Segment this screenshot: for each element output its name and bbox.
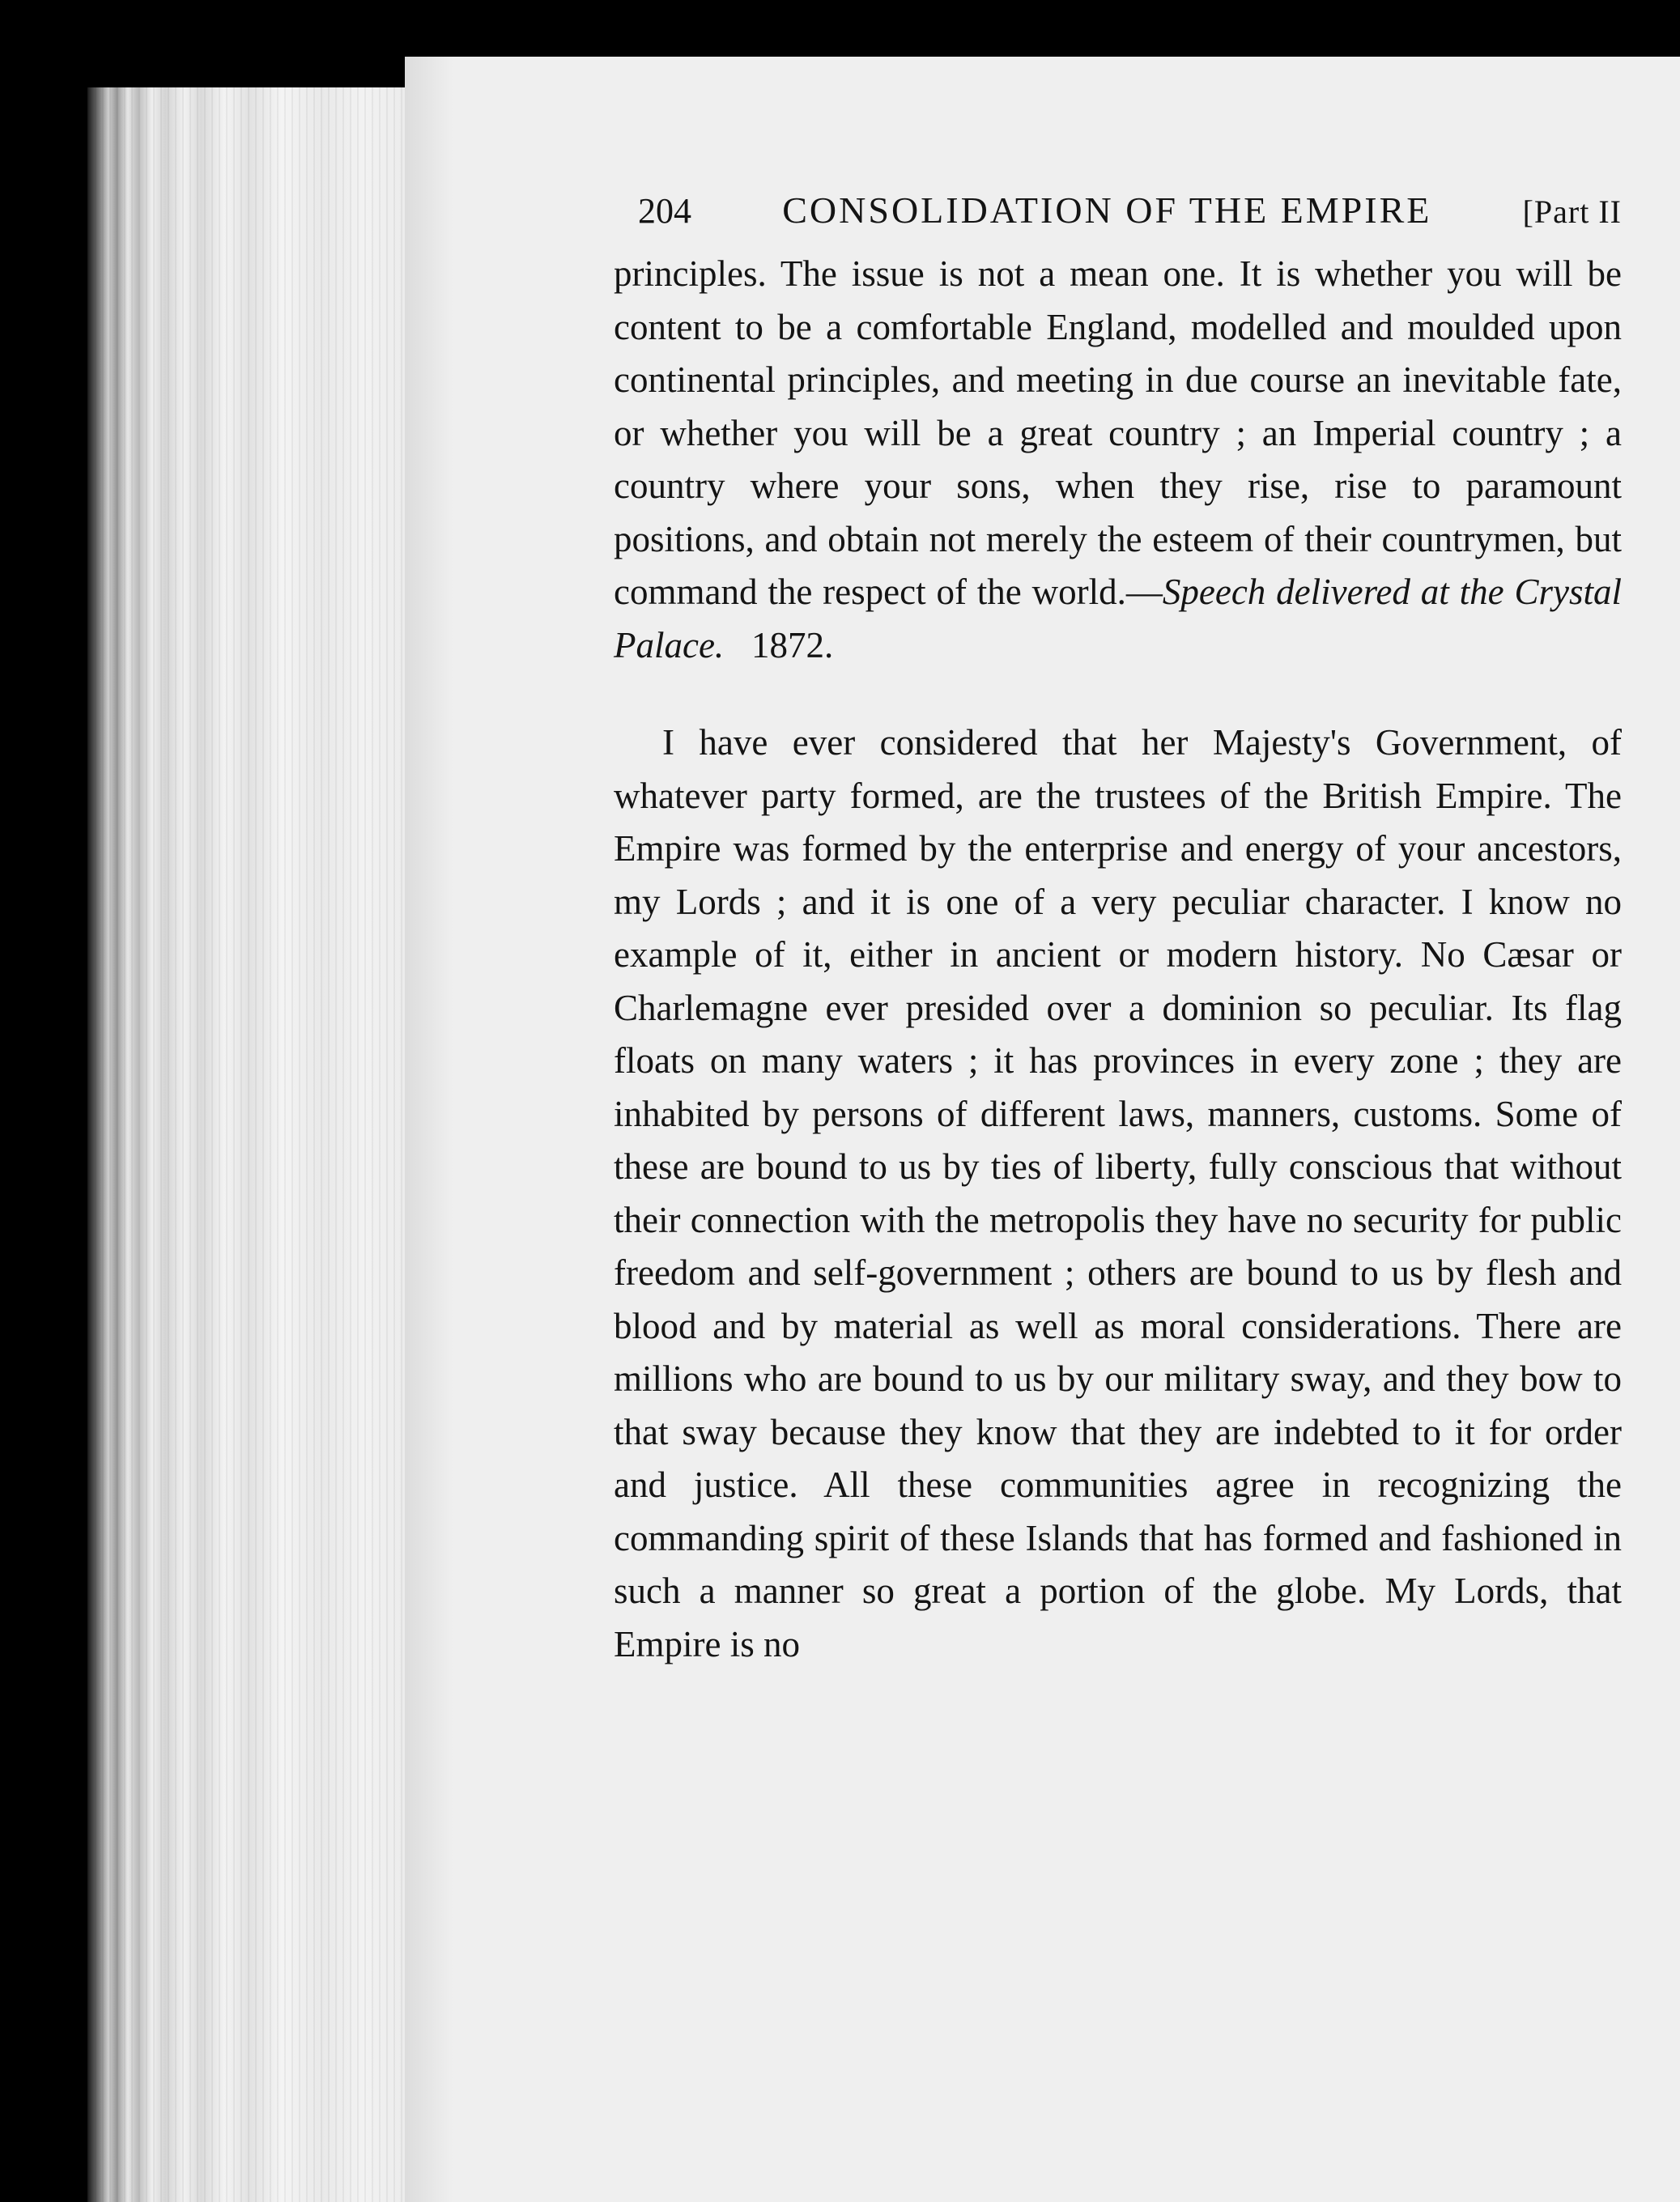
body-text [614,248,1622,1671]
book-page-edges [87,87,411,2202]
speech-source: Speech delivered at the Crystal Palace. [614,572,1622,665]
page-number: 204 [638,191,691,231]
running-title: CONSOLIDATION OF THE EMPIRE [782,189,1432,231]
paragraph-1-text: principles. The issue is not a mean one. It is whether you will be content to be a comfortable England, modelled and moulded upon continental principles, and meeting in due course an inevitable fate, or whether you will be a great country ; an Imperial country ; a country where your sons, when they rise, rise to paramount positions, and obtain not merely the esteem of their countrymen, but command the respect of the world.— [614,253,1622,612]
paragraph-1 [614,248,1622,672]
part-label: [Part II [1522,193,1622,230]
speech-year: 1872. [751,624,834,665]
paragraph-2: I have ever considered that her Majesty's Government, of whatever party formed, are the trustees of the British Empire. The Empire was formed by the enterprise and energy of your ancestors, my Lords ; and it is one of a very peculiar character. I know no example of it, either in ancient or modern history. No Cæsar or Charlemagne ever presided over a dominion so peculiar. Its flag floats on many waters ; it has provinces in every zone ; they are inhabited by persons of different laws, manners, customs. Some of these are bound to us by ties of liberty, fully conscious that without their connection with the metropolis they have no security for public freedom and self-government ; others are bound to us by flesh and blood and by material as well as moral considerations. There are millions who are bound to us by our military sway, and they bow to that sway because they know that they are indebted to it for order and justice. All these communities agree in recognizing the commanding spirit of these Islands that has formed and fashioned in such a manner so great a portion of the globe. My Lords, that Empire is no [614,722,1622,1664]
running-head [638,185,1622,238]
page-content [614,185,1622,1671]
gutter-shadow [405,57,453,2202]
